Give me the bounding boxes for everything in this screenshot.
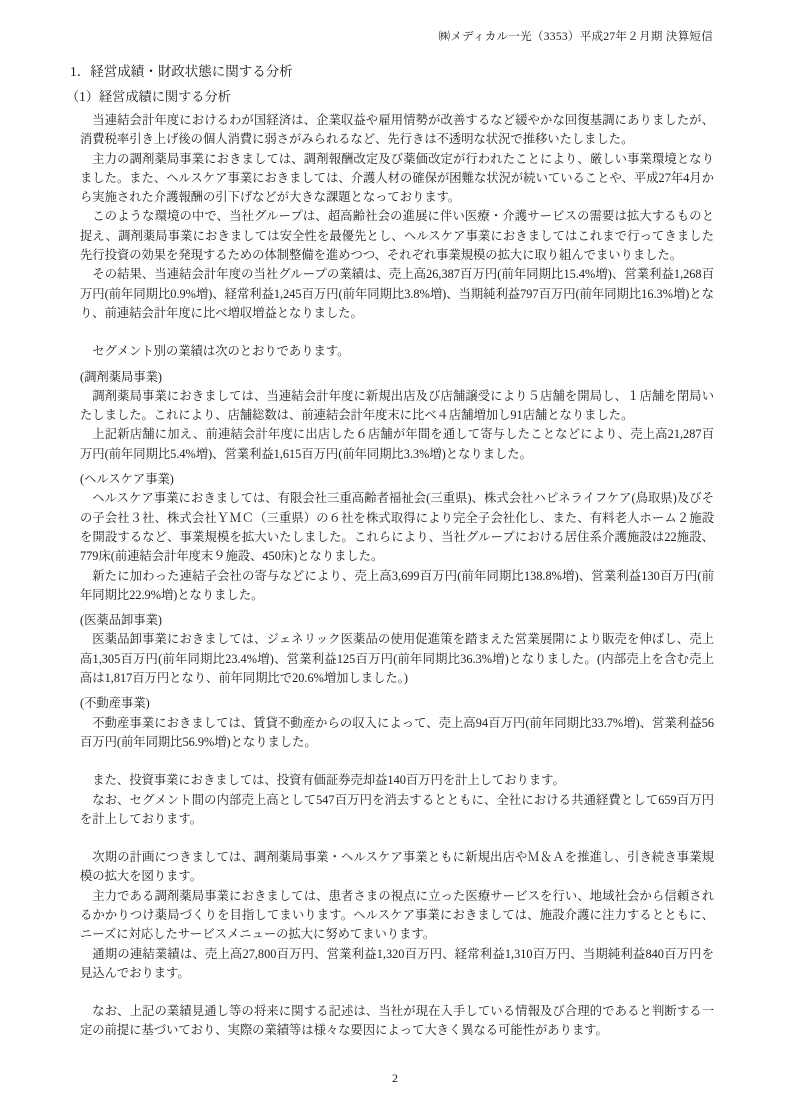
paragraph-healthcare-results: 新たに加わった連結子会社の寄与などにより、売上高3,699百万円(前年同期比138.8%増)、営業利益130百万円(前年同期比22.9%増)となりました。 xyxy=(80,568,714,602)
segment-heading-realestate: (不動産事業) xyxy=(80,696,150,711)
document-header: ㈱メディカル一光（3353）平成27年２月期 決算短信 xyxy=(438,31,713,43)
paragraph-healthcare-expansion: ヘルスケア事業におきましては、有限会社三重高齢者福祉会(三重県)、株式会社ハピネライフケア(鳥取県)及びその子会社３社、株式会社ＹＭＣ（三重県）の６社を株式取得により完全子会社化し、また、有料老人ホーム２施設を開設するなど、事業規模を拡大いたしました。これらにより、当社グループにおける居住系介護施設は22施設、779床(前連結会計年度末９施設、450床)となりました。 xyxy=(80,491,714,564)
paragraph-pharmacy-stores: 調剤薬局事業におきましては、当連結会計年度に新規出店及び店舗譲受により５店舗を開局し、１店舗を閉局いたしました。これにより、店舗総数は、前連結会計年度末に比べ４店舗増加し91店舗となりました。 xyxy=(80,388,714,423)
section-title: 1．経営成績・財政状態に関する分析 xyxy=(70,64,293,79)
blank-line xyxy=(80,829,714,848)
paragraph-intersegment-elimination: なお、セグメント間の内部売上高として547百万円を消去するとともに、全社における共通経費として659百万円を計上しております。 xyxy=(80,792,714,826)
segment-heading-healthcare: (ヘルスケア事業) xyxy=(80,472,174,487)
paragraph-investment: また、投資事業におきましては、投資有価証券売却益140百万円を計上しております。 xyxy=(92,773,565,788)
paragraph-business-environment: 主力の調剤薬局事業におきましては、調剤報酬改定及び薬価改定が行われたことにより、厳しい事業環境となりました。また、ヘルスケア事業におきましては、介護人材の確保が困難な状況が続いていることや、平成27年4月から実施された介護報酬の引下げなどが大きな課題となっております。 xyxy=(80,151,714,205)
paragraph-realestate-results: 不動産事業におきましては、賃貸不動産からの収入によって、売上高94百万円(前年同期比33.7%増)、営業利益56百万円(前年同期比56.9%増)となりました。 xyxy=(80,715,714,749)
segment-heading-wholesale: (医薬品卸事業) xyxy=(80,613,162,628)
blank-line xyxy=(80,752,714,771)
blank-line xyxy=(80,323,714,342)
segment-heading-pharmacy: (調剤薬局事業) xyxy=(80,369,162,384)
paragraph-consolidated-results: その結果、当連結会計年度の当社グループの業績は、売上高26,387百万円(前年同期比15.4%増)、営業利益1,268百万円(前年同期比0.9%増)、経常利益1,245百万円(前年同期比3.8%増)、当期純利益797百万円(前年同期比16.3%増)となり、前連結会計年度に比べ増収増益となりました。 xyxy=(80,267,714,320)
paragraph-economy-overview: 当連結会計年度におけるわが国経済は、企業収益や雇用情勢が改善するなど緩やかな回復基調にありましたが、消費税率引き上げ後の個人消費に弱さがみられるなど、先行きは不透明な状況で推移いたしました。 xyxy=(80,113,714,147)
paragraph-next-period-policy: 主力である調剤薬局事業におきましては、患者さまの視点に立った医療サービスを行い、地域社会から信頼されるかかりつけ薬局づくりを目指してまいります。ヘルスケア事業におきましては、施設介護に注力するとともに、ニーズに対応したサービスメニューの拡大に努めてまいります。 xyxy=(80,888,714,942)
paragraph-segment-intro: セグメント別の業績は次のとおりであります。 xyxy=(92,344,350,359)
blank-line xyxy=(80,983,714,1002)
paragraph-group-strategy: このような環境の中で、当社グループは、超高齢社会の進展に伴い医療・介護サービスの需要は拡大するものと捉え、調剤薬局事業におきましては安全性を最優先とし、ヘルスケア事業におきましてはこれまで行ってきました先行投資の効果を発現するための体制整備を進めつつ、それぞれ事業規模の拡大に取り組んでまいりました。 xyxy=(80,209,714,263)
document-body xyxy=(66,62,714,1041)
paragraph-next-period-plan: 次期の計画につきましては、調剤薬局事業・ヘルスケア事業ともに新規出店やＭ＆Ａを推進し、引き続き事業規模の拡大を図ります。 xyxy=(80,850,714,884)
subsection-title: （1）経営成績に関する分析 xyxy=(66,89,231,104)
page-number: 2 xyxy=(392,1071,398,1085)
paragraph-wholesale-results: 医薬品卸事業におきましては、ジェネリック医薬品の使用促進策を踏まえた営業展開により販売を伸ばし、売上高1,305百万円(前年同期比23.4%増)、営業利益125百万円(前年同期比36.3%増)となりました。(内部売上を含む売上高は1,817百万円となり、前年同期比で20.6%増加しました。) xyxy=(80,632,714,686)
paragraph-forward-looking-disclaimer: なお、上記の業績見通し等の将来に関する記述は、当社が現在入手している情報及び合理的であると判断する一定の前提に基づいており、実際の業績等は様々な要因によって大きく異なる可能性があります。 xyxy=(80,1004,714,1038)
paragraph-pharmacy-results: 上記新店舗に加え、前連結会計年度に出店した６店舗が年間を通して寄与したことなどにより、売上高21,287百万円(前年同期比5.4%増)、営業利益1,615百万円(前年同期比3.3%増)となりました。 xyxy=(80,427,714,461)
paragraph-full-year-forecast: 通期の連結業績は、売上高27,800百万円、営業利益1,320百万円、経常利益1,310百万円、当期純利益840百万円を見込んでおります。 xyxy=(80,946,714,980)
